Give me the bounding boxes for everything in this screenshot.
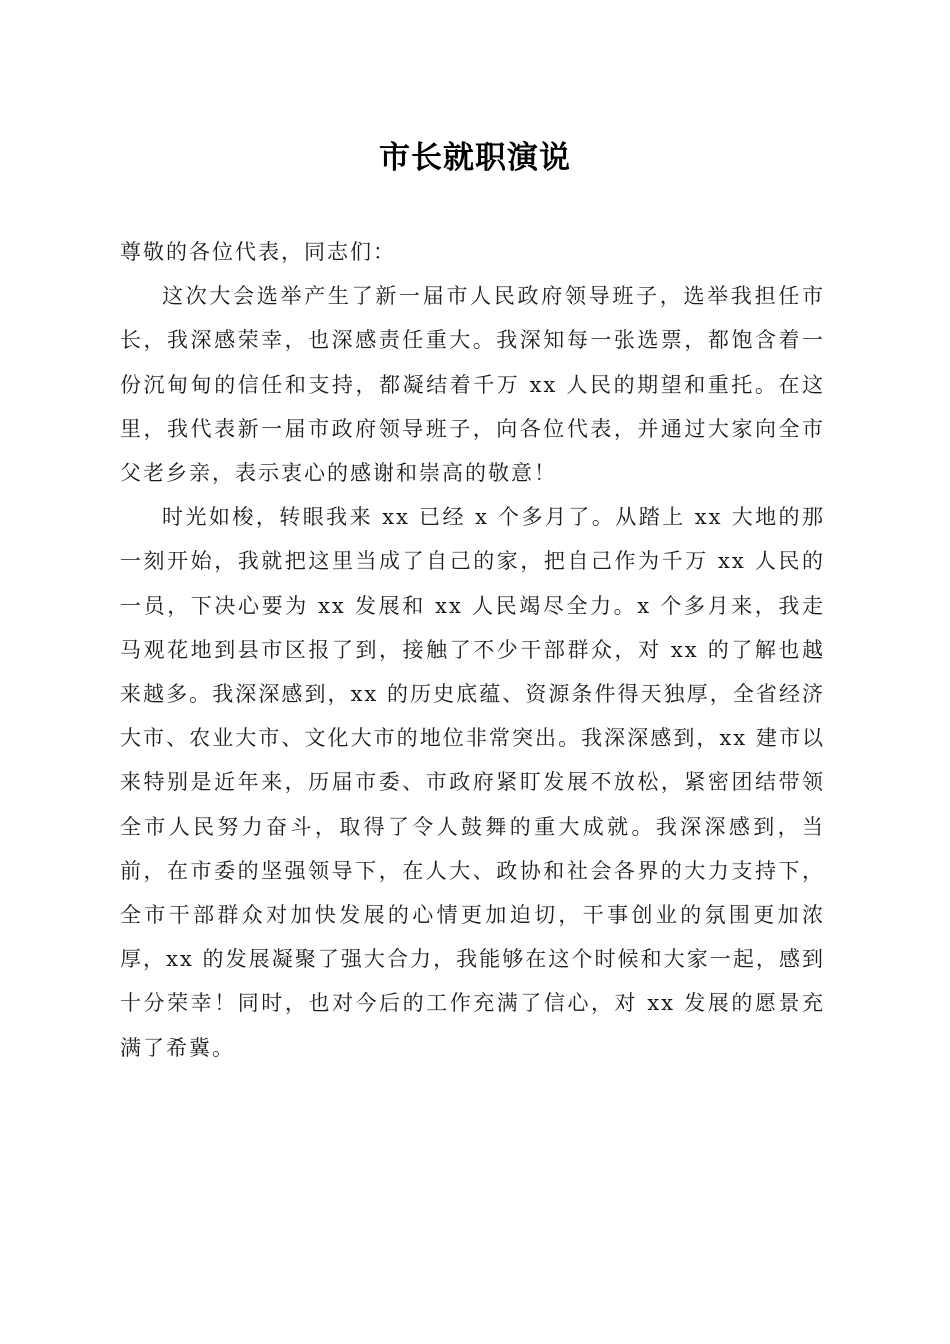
paragraph-2: 时光如梭，转眼我来 xx 已经 x 个多月了。从踏上 xx 大地的那一刻开始，我就把这里当成了自己的家，把自己作为千万 xx 人民的一员，下决心要为 xx 发展和 xx 人民竭尽全力。x 个多月来，我走马观花地到县市区报了到，接触了不少干部群众，对 xx 的了解也越来越多。我深深感到，xx 的历史底蕴、资源条件得天独厚，全省经济大市、农业大市、文化大市的地位非常突出。我深深感到，xx 建市以来特别是近年来，历届市委、市政府紧盯发展不放松，紧密团结带领全市人民努力奋斗，取得了令人鼓舞的重大成就。我深深感到，当前，在市委的坚强领导下，在人大、政协和社会各界的大力支持下，全市干部群众对加快发展的心情更加迫切，干事创业的氛围更加浓厚，xx 的发展凝聚了强大合力，我能够在这个时候和大家一起，感到十分荣幸！同时，也对今后的工作充满了信心，对 xx 发展的愿景充满了希冀。 [120, 505, 825, 1060]
document-title: 市长就职演说 [379, 140, 571, 176]
paragraph-1: 这次大会选举产生了新一届市人民政府领导班子，选举我担任市长，我深感荣幸，也深感责任重大。我深知每一张选票，都饱含着一份沉甸甸的信任和支持，都凝结着千万 xx 人民的期望和重托。在这里，我代表新一届市政府领导班子，向各位代表，并通过大家向全市父老乡亲，表示衷心的感谢和崇高的敬意！ [120, 284, 825, 486]
salutation: 尊敬的各位代表，同志们： [120, 240, 396, 264]
document-body [120, 230, 825, 1070]
